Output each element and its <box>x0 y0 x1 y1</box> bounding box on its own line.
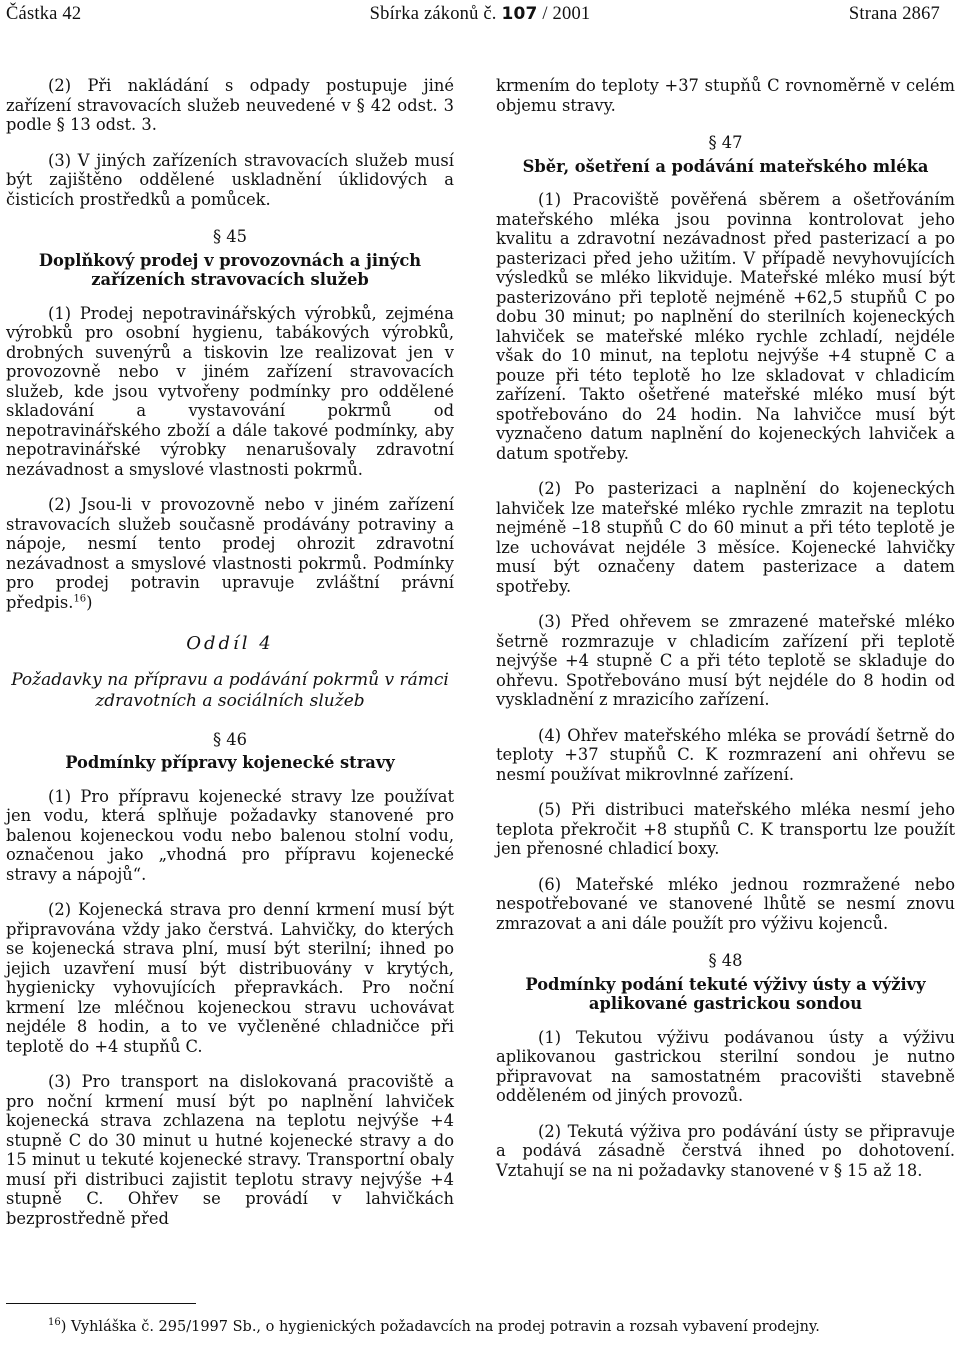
section-45-number: § 45 <box>212 227 248 246</box>
footnote-divider <box>6 1303 196 1304</box>
header-collection-number: 107 <box>501 4 538 24</box>
header-collection <box>0 4 960 25</box>
section-46-paragraph-3: (3) Pro transport na dislokovaná pracoviště a pro noční krmení musí být po naplnění lahviček kojenecká strava zchlazena na teplotu nejvýše +4 stupně C do 30 minut u hutné kojenecké stravy a do 15 minut u tekuté kojenecké stravy. Transportní obaly musí při distribuci zajistit teplotu stravy nejvýše +4 stupně C. Ohřev se provádí v lahvičkách bezprostředně před <box>6 1072 454 1228</box>
section-48-title: Podmínky podání tekuté výživy ústy a výživy aplikované gastrickou sondou <box>525 974 926 1013</box>
part-4-title: Oddíl 4 <box>186 633 274 654</box>
paragraph-storage: (3) V jiných zařízeních stravovacích služeb musí být zajištěno oddělené uskladnění úklidových a čisticích prostředků a pomůcek. <box>6 150 454 209</box>
left-column <box>6 76 454 1228</box>
section-45-paragraph-2 <box>6 495 454 612</box>
paragraph-waste: (2) Při nakládání s odpady postupuje jiné zařízení stravovacích služeb neuvedené v § 42 odst. 3 podle § 13 odst. 3. <box>6 76 454 134</box>
header-collection-pre: Sbírka zákonů č. <box>369 4 502 24</box>
section-48-paragraph-1: (1) Tekutou výživu podávanou ústy a výživu aplikovanou gastrickou sterilní sondou je nutno připravovat na samostatném pracovišti stavebně odděleném od jiných provozů. <box>496 1027 955 1105</box>
section-45-paragraph-1: (1) Prodej nepotravinářských výrobků, zejména výrobků pro osobní hygienu, tabákových výrobků, drobných suvenýrů a tiskovin lze realizovat jen v provozovně nebo v jiném zařízení stravovacích služeb, kde jsou vytvořeny podmínky pro oddělené skladování a vystavování pokrmů od nepotravinářského zboží a dále takové podmínky, aby nepotravinářské výrobky nenarušovaly zdravotní nezávadnost a smyslové vlastnosti pokrmů. <box>6 303 454 479</box>
footnote-mark-close: ) <box>60 1319 67 1335</box>
section-46-number: § 46 <box>212 729 248 749</box>
footnote-ref: 16 <box>73 593 87 605</box>
footnote-text: Vyhláška č. 295/1997 Sb., o hygienických požadavcích na prodej potravin a rozsah vybavení prodejny. <box>66 1319 820 1335</box>
header-collection-year: / 2001 <box>537 4 591 24</box>
section-47-paragraph-2: (2) Po pasterizaci a naplnění do kojeneckých lahviček lze mateřské mléko rychle zmrazit na teplotu nejméně –18 stupňů C do 60 minut a při této teplotě je lze uchovávat nejdéle 3 měsíce. Kojenecké lahvičky musí být označeny datem pasterizace a datem spotřeby. <box>496 479 955 596</box>
header-page-number: Strana 2867 <box>848 4 940 24</box>
section-47-paragraph-3: (3) Před ohřevem se zmrazené mateřské mléko šetrně rozmrazuje v chladicím zařízení při teplotě nejvýše +4 stupně C a při této teplotě se skladuje do ohřevu. Spotřebováno musí být nejdéle do 8 hodin od vyskladnění z mrazicího zařízení. <box>496 612 955 709</box>
footnote-ref-close: ) <box>86 592 93 612</box>
header-issue: Částka 42 <box>6 4 82 24</box>
paragraph-continuation: krmením do teploty +37 stupňů C rovnoměrně v celém objemu stravy. <box>496 76 955 115</box>
footnote <box>48 1318 948 1336</box>
section-47-number: § 47 <box>708 133 743 152</box>
section-48-paragraph-2: (2) Tekutá výživa pro podávání ústy se připravuje a podává zásadně čerstvá ihned po dohotovení. Vztahují se na ni požadavky stanovené v § 15 až 18. <box>496 1121 955 1180</box>
section-45-title: Doplňkový prodej v provozovnách a jiných zařízeních stravovacích služeb <box>38 250 422 289</box>
footnote-mark: 16 <box>48 1317 61 1329</box>
section-45-paragraph-2-text: (2) Jsou-li v provozovně nebo v jiném zařízení stravovacích služeb současně prodávány potraviny a nápoje, nesmí tento prodej ohrozit zdravotní nezávadnost a smyslové vlastnosti pokrmů. Podmínky pro prodej potravin upravuje zvláštní právní předpis. <box>6 495 454 612</box>
section-47-paragraph-5: (5) Při distribuci mateřského mléka nesmí jeho teplota překročit +8 stupňů C. K transportu lze použít jen přenosné chladicí boxy. <box>496 800 955 858</box>
section-46-paragraph-1: (1) Pro přípravu kojenecké stravy lze používat jen vodu, která splňuje požadavky stanovené pro balenou kojeneckou vodu nebo balenou stolní vodu, označenou jako „vhodná pro přípravu kojenecké stravy a nápojů“. <box>6 786 454 884</box>
section-47-paragraph-4: (4) Ohřev mateřského mléka se provádí šetrně do teploty +37 stupňů C. K rozmrazení ani ohřevu se nesmí používat mikrovlnné zařízení. <box>496 725 955 784</box>
page-header <box>0 2 960 28</box>
right-column <box>496 76 955 1180</box>
part-4-subtitle: Požadavky na přípravu a podávání pokrmů v rámci zdravotních a sociálních služeb <box>11 669 449 711</box>
section-47-paragraph-6: (6) Mateřské mléko jednou rozmražené nebo nespotřebované ve stanovené lhůtě se nesmí znovu zmrazovat a ani dále použít pro výživu kojenců. <box>496 874 955 933</box>
section-47-title: Sběr, ošetření a podávání mateřského mléka <box>522 156 929 176</box>
section-46-title: Podmínky přípravy kojenecké stravy <box>65 753 395 772</box>
section-47-paragraph-1: (1) Pracoviště pověřená sběrem a ošetřováním mateřského mléka jsou povinna kontrolovat jeho kvalitu a zdravotní nezávadnost před pasterizací a po pasterizaci před jeho užitím. V případě nevyhovujících výsledků se mléko likviduje. Mateřské mléko musí být pasterizováno při teplotě nejméně +62,5 stupňů C po dobu 30 minut; po naplnění do sterilních kojeneckých lahviček se mateřské mléko rychle zchladí, nejdéle však do 10 minut, na teplotu nejvýše +4 stupně C a pouze při této teplotě ho lze skladovat v chladicím zařízení. Takto ošetřené mateřské mléko musí být spotřebováno do 24 hodin. Na lahvičce musí být vyznačeno datum naplnění do kojeneckých lahviček a datum spotřeby. <box>496 190 955 463</box>
section-48-number: § 48 <box>708 951 743 970</box>
section-46-paragraph-2: (2) Kojenecká strava pro denní krmení musí být připravována vždy jako čerstvá. Lahvičky, do kterých se kojenecká strava plní, musí být sterilní; ihned po jejich uzavření musí být distribuovány v krytých, hygienicky vyhovujících přepravkách. Pro noční krmení lze mléčnou kojeneckou stravu uchovávat nejdéle 8 hodin, a to ve vyčleněné chladničce při teplotě do +4 stupňů C. <box>6 900 454 1056</box>
